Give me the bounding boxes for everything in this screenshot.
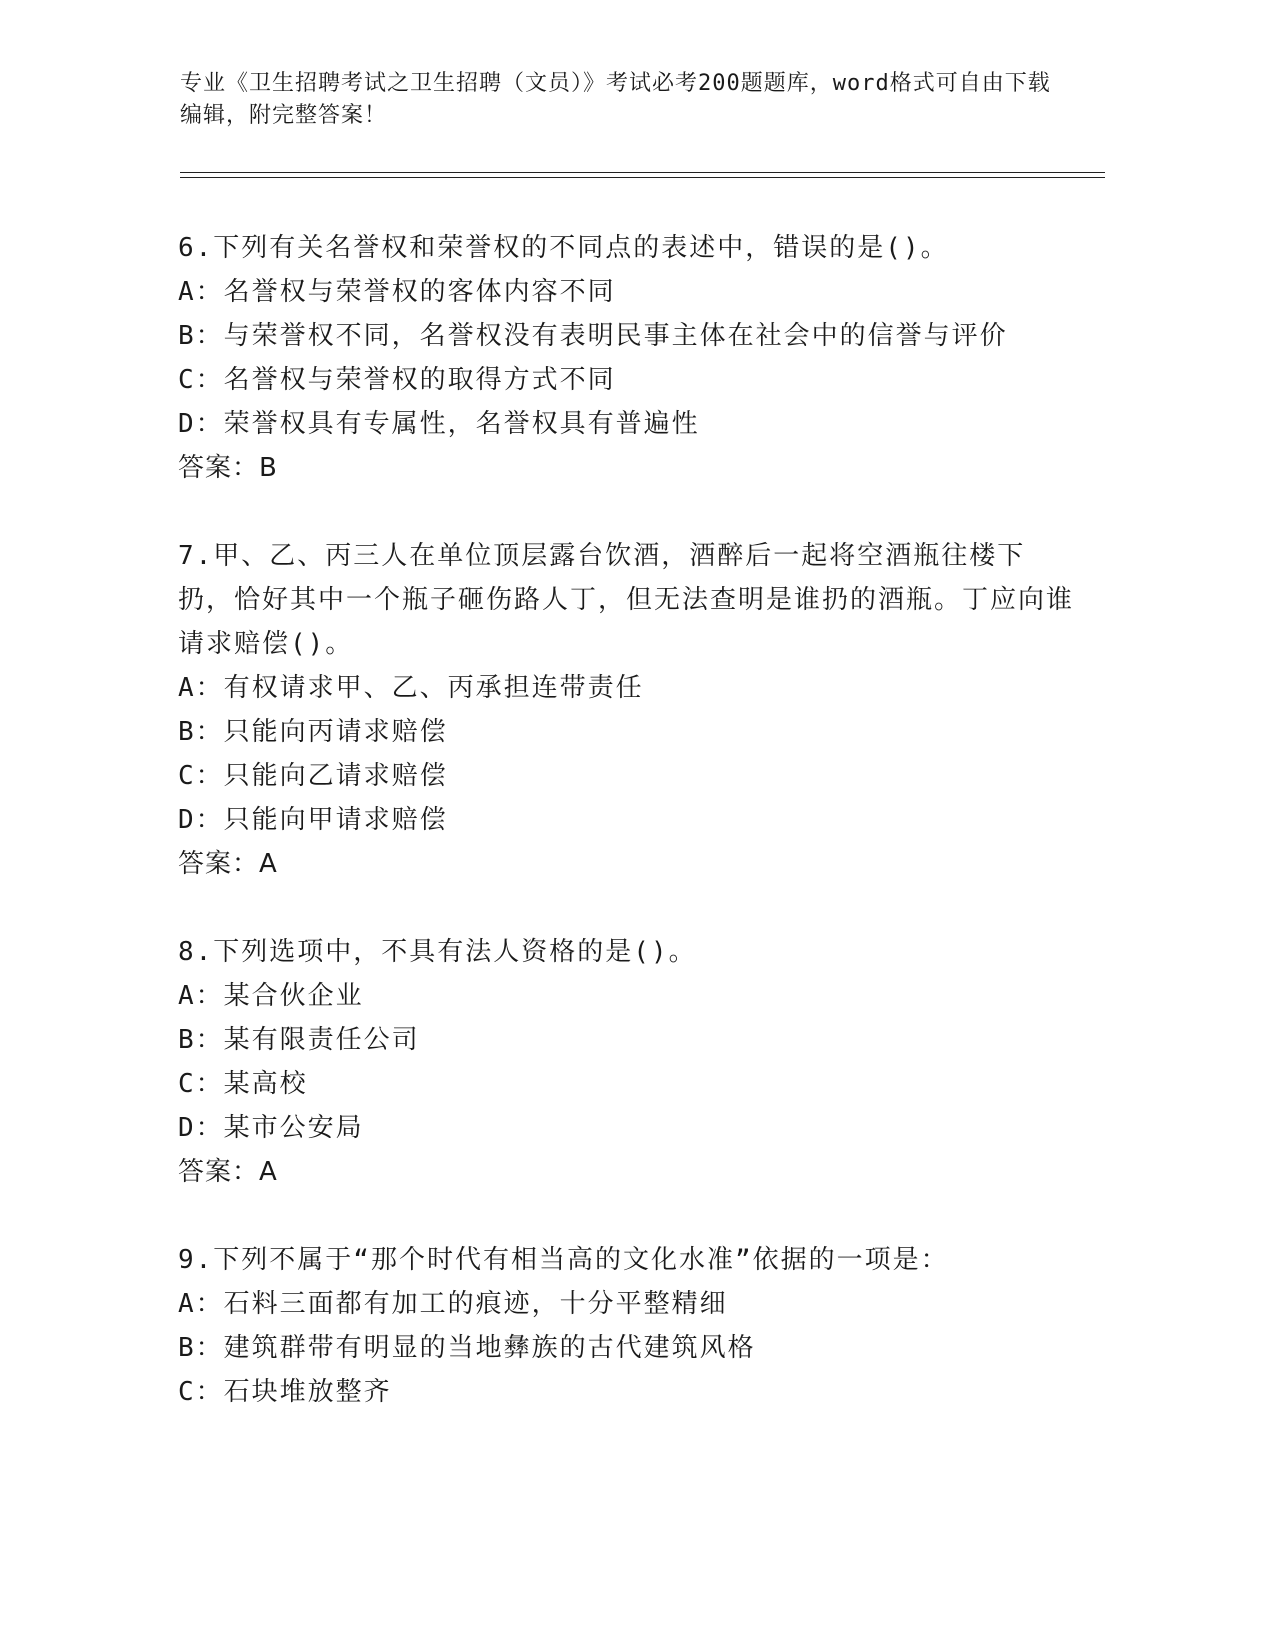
- document-header: 专业《卫生招聘考试之卫生招聘（文员）》考试必考200题题库，word格式可自由下载编辑，附完整答案！: [180, 71, 1051, 128]
- option-a: A：某合伙企业: [178, 981, 364, 1011]
- question-8: [178, 930, 1078, 1194]
- option-a: A：石料三面都有加工的痕迹，十分平整精细: [178, 1289, 728, 1319]
- question-list: [178, 226, 1078, 1458]
- option-b: B：与荣誉权不同，名誉权没有表明民事主体在社会中的信誉与评价: [178, 321, 1008, 351]
- option-a: A：有权请求甲、乙、丙承担连带责任: [178, 673, 644, 703]
- answer: 答案：B: [178, 453, 278, 483]
- answer: 答案：A: [178, 849, 278, 879]
- option-c: C：某高校: [178, 1069, 308, 1099]
- option-c: C：只能向乙请求赔偿: [178, 761, 448, 791]
- header-divider-bottom: [180, 177, 1105, 178]
- answer: 答案：A: [178, 1157, 278, 1187]
- option-c: C：石块堆放整齐: [178, 1377, 392, 1407]
- option-d: D：只能向甲请求赔偿: [178, 805, 448, 835]
- option-b: B：建筑群带有明显的当地彝族的古代建筑风格: [178, 1333, 756, 1363]
- option-d: D：荣誉权具有专属性，名誉权具有普遍性: [178, 409, 700, 439]
- question-7: [178, 534, 1078, 886]
- question-stem: 7.甲、乙、丙三人在单位顶层露台饮酒，酒醉后一起将空酒瓶往楼下扔，恰好其中一个瓶子砸伤路人丁，但无法查明是谁扔的酒瓶。丁应向谁请求赔偿()。: [178, 541, 1075, 659]
- question-stem: 6.下列有关名誉权和荣誉权的不同点的表述中，错误的是()。: [178, 233, 949, 263]
- question-stem: 8.下列选项中，不具有法人资格的是()。: [178, 937, 697, 967]
- question-stem: 9.下列不属于“那个时代有相当高的文化水准”依据的一项是：: [178, 1245, 949, 1275]
- header-divider-top: [180, 172, 1105, 173]
- question-9: [178, 1238, 1078, 1414]
- option-b: B：只能向丙请求赔偿: [178, 717, 448, 747]
- option-b: B：某有限责任公司: [178, 1025, 420, 1055]
- question-6: [178, 226, 1078, 490]
- option-a: A：名誉权与荣誉权的客体内容不同: [178, 277, 616, 307]
- option-d: D：某市公安局: [178, 1113, 364, 1143]
- option-c: C：名誉权与荣誉权的取得方式不同: [178, 365, 616, 395]
